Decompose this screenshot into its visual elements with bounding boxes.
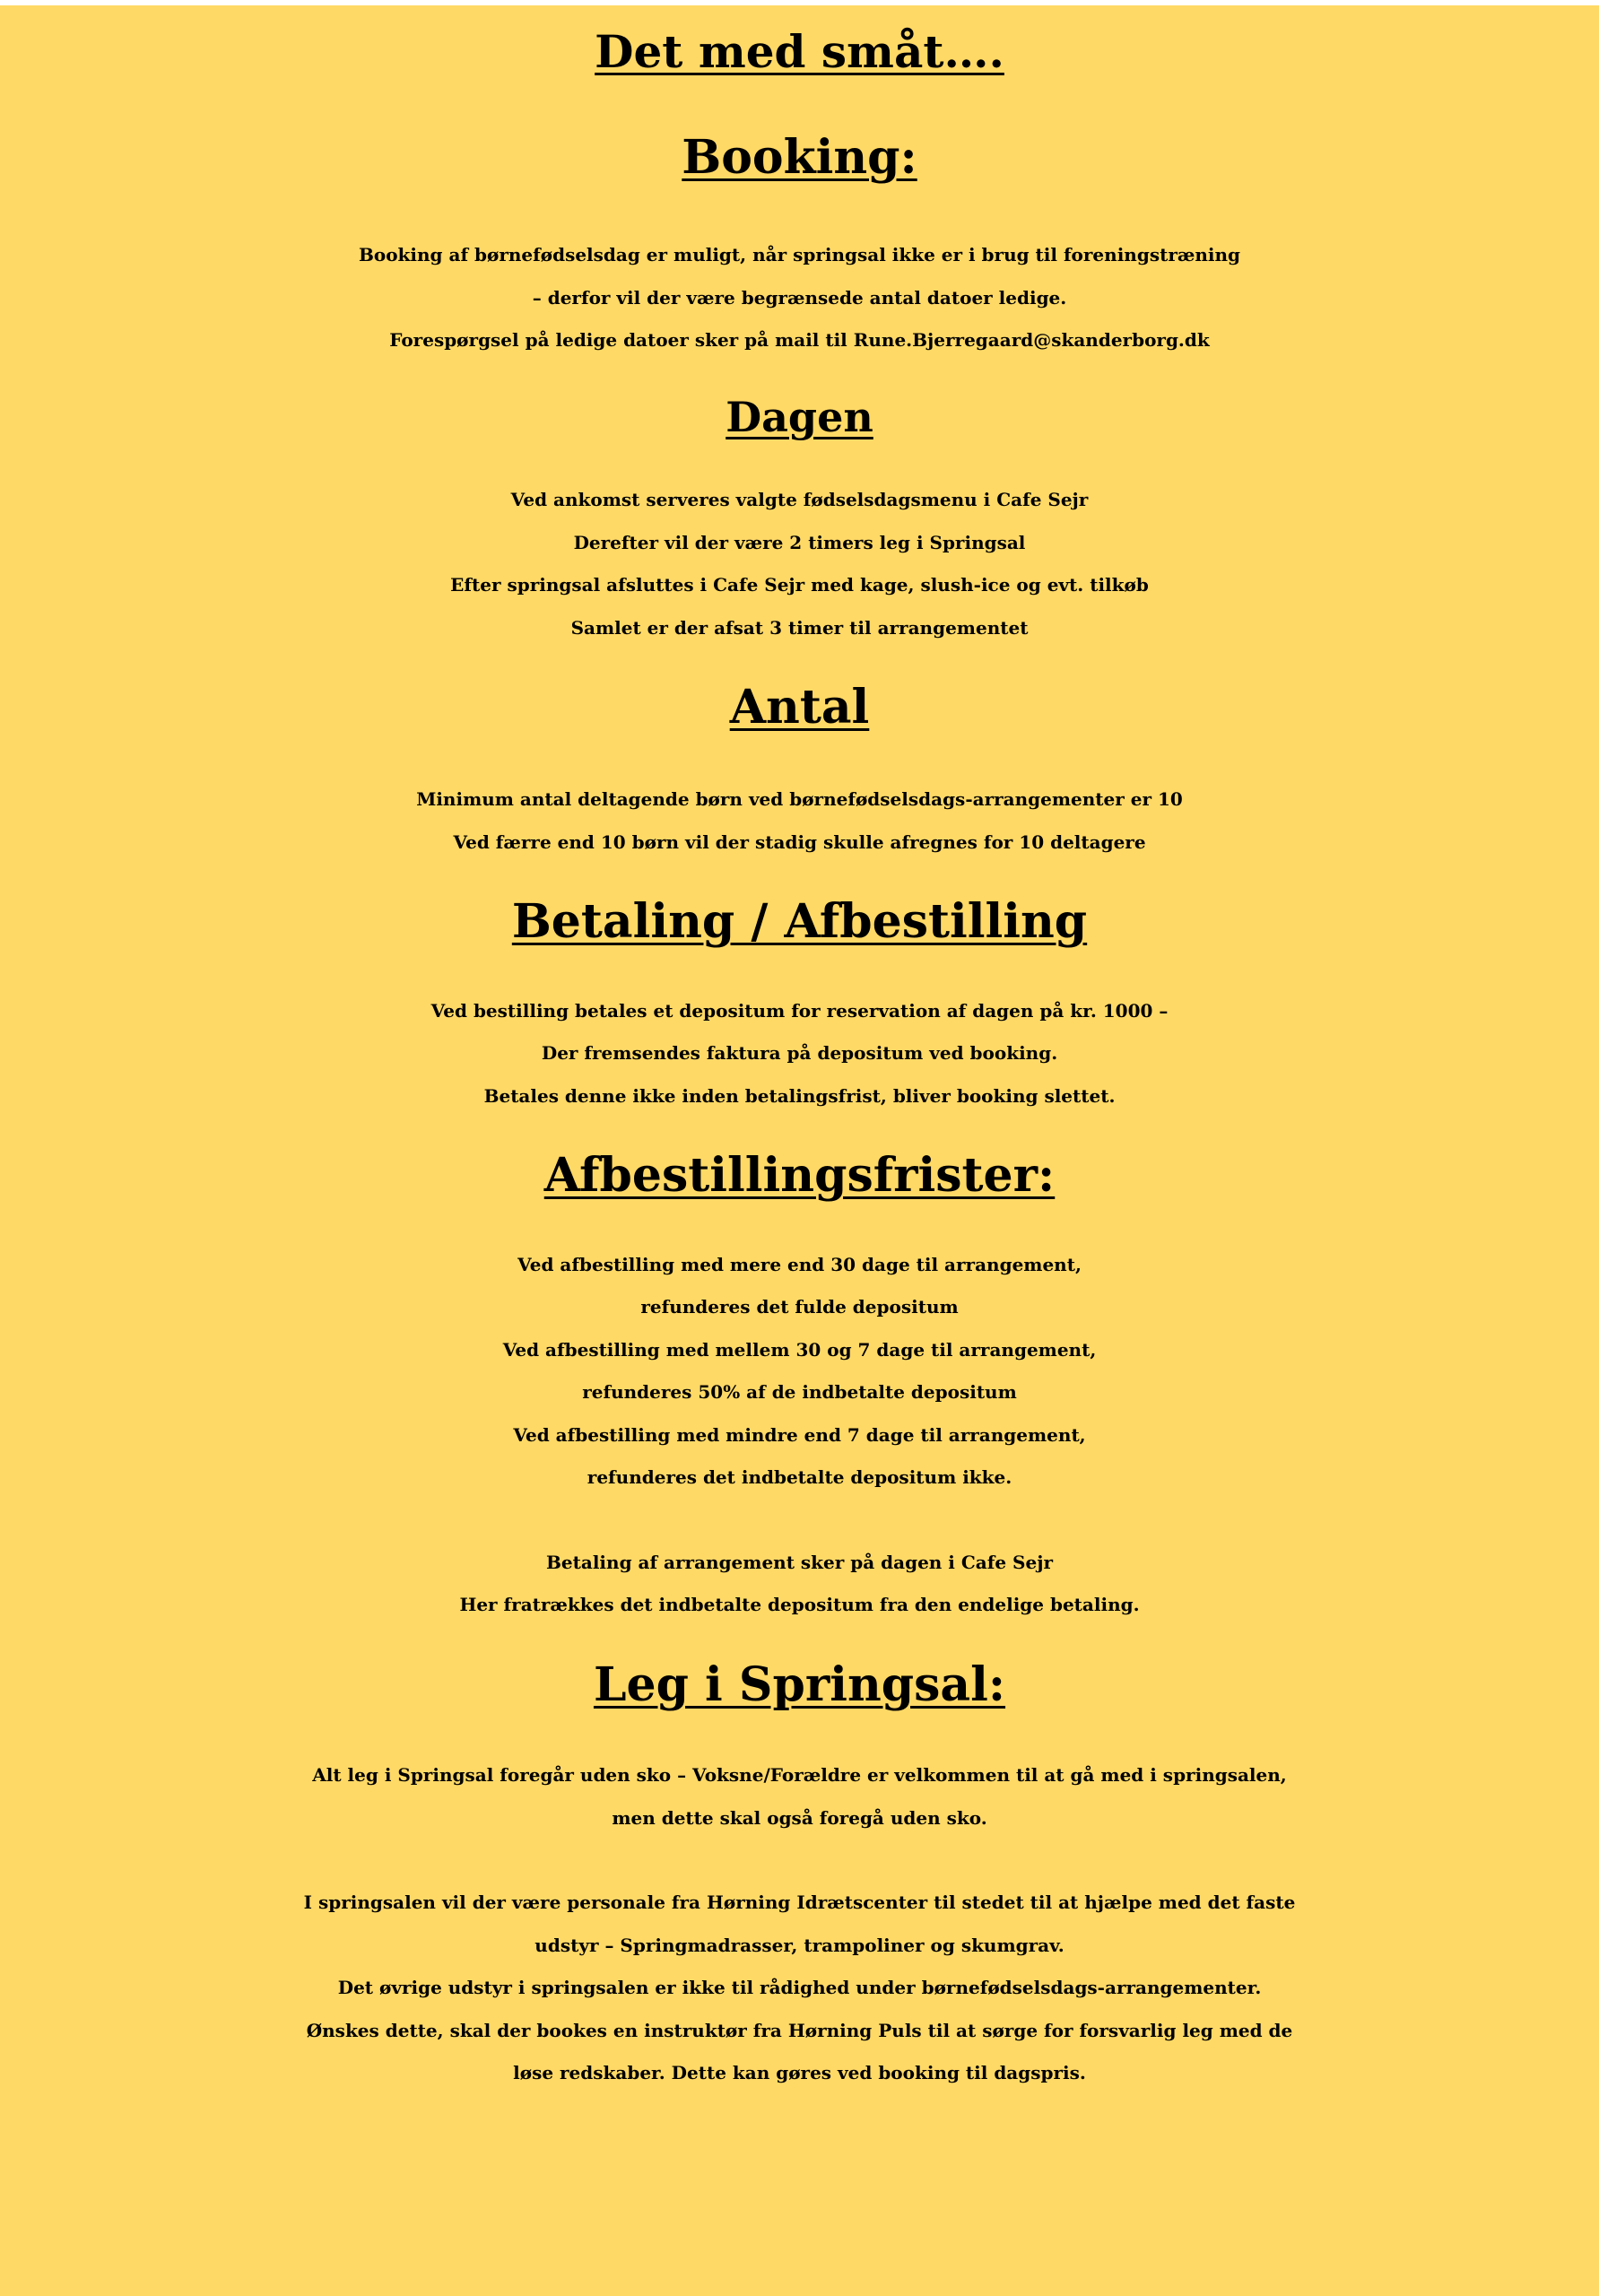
shoes-line: Alt leg i Springsal foregår uden sko – Voksne/Forældre er velkommen til at gå med i springsalen,	[312, 1764, 1287, 1787]
dagen-line: Derefter vil der være 2 timers leg i Springsal	[573, 531, 1026, 553]
antal-heading: Antal	[729, 680, 870, 735]
shoes-paragraph	[0, 1754, 1599, 1839]
shoes-line: men dette skal også foregå uden sko.	[612, 1806, 987, 1829]
staff-line: Det øvrige udstyr i springsalen er ikke til rådighed under børnefødselsdags-arrangementer.	[337, 1977, 1262, 1999]
dagen-line: Samlet er der afsat 3 timer til arrangementet	[570, 616, 1029, 639]
dagen-paragraph	[0, 479, 1599, 649]
staff-line: udstyr – Springmadrasser, trampoliner og skumgrav.	[534, 1934, 1065, 1956]
antal-line: Ved færre end 10 børn vil der stadig skulle afregnes for 10 deltagere	[453, 831, 1146, 853]
frister-line: Ved afbestilling med mere end 30 dage til arrangement,	[517, 1253, 1082, 1275]
frister-line: refunderes det fulde depositum	[640, 1296, 959, 1318]
frister-line: refunderes 50% af de indbetalte depositum	[582, 1381, 1017, 1404]
betaling-line: Betales denne ikke inden betalingsfrist, bliver booking slettet.	[483, 1084, 1116, 1107]
frister-line: refunderes det indbetalte depositum ikke.	[587, 1466, 1012, 1489]
antal-paragraph	[0, 778, 1599, 864]
document-content	[0, 5, 1599, 2095]
betaling-line: Der fremsendes faktura på depositum ved booking.	[541, 1042, 1058, 1065]
afbestillingsfrister-paragraph	[0, 1244, 1599, 1500]
betaling-line: Ved bestilling betales et depositum for reservation af dagen på kr. 1000 –	[430, 999, 1169, 1022]
afbestillingsfrister-heading: Afbestillingsfrister:	[543, 1148, 1056, 1204]
yellow-page	[0, 5, 1599, 2296]
staff-line: I springsalen vil der være personale fra Hørning Idrætscenter til stedet til at hjælpe med det faste	[303, 1892, 1296, 1914]
booking-line: – derfor vil der være begrænsede antal datoer ledige.	[532, 286, 1067, 309]
staff-line: Ønskes dette, skal der bookes en instruktør fra Hørning Puls til at sørge for forsvarlig leg med de	[306, 2019, 1293, 2041]
frister-line: Ved afbestilling med mindre end 7 dage til arrangement,	[513, 1423, 1086, 1446]
dagen-line: Ved ankomst serveres valgte fødselsdagsmenu i Cafe Sejr	[510, 489, 1089, 511]
leg-i-springsal-heading: Leg i Springsal:	[593, 1657, 1006, 1712]
staff-line: løse redskaber. Dette kan gøres ved booking til dagspris.	[513, 2062, 1086, 2084]
payment-line: Her fratrækkes det indbetalte depositum fra den endelige betaling.	[459, 1594, 1140, 1616]
payment-paragraph	[0, 1542, 1599, 1627]
booking-heading: Booking:	[682, 130, 917, 185]
booking-line: Booking af børnefødselsdag er muligt, når springsal ikke er i brug til foreningstræning	[358, 244, 1241, 266]
dagen-heading: Dagen	[726, 392, 873, 441]
antal-line: Minimum antal deltagende børn ved børnefødselsdags-arrangementer er 10	[416, 788, 1183, 811]
page-title: Det med småt….	[595, 25, 1004, 78]
betaling-paragraph	[0, 990, 1599, 1118]
booking-line: Forespørgsel på ledige datoer sker på mail til Rune.Bjerregaard@skanderborg.dk	[389, 329, 1210, 352]
betaling-heading: Betaling / Afbestilling	[511, 894, 1088, 950]
payment-line: Betaling af arrangement sker på dagen i Cafe Sejr	[546, 1551, 1053, 1573]
dagen-line: Efter springsal afsluttes i Cafe Sejr med kage, slush-ice og evt. tilkøb	[450, 574, 1149, 596]
booking-paragraph	[0, 234, 1599, 362]
frister-line: Ved afbestilling med mellem 30 og 7 dage til arrangement,	[502, 1338, 1097, 1361]
staff-paragraph	[0, 1882, 1599, 2095]
